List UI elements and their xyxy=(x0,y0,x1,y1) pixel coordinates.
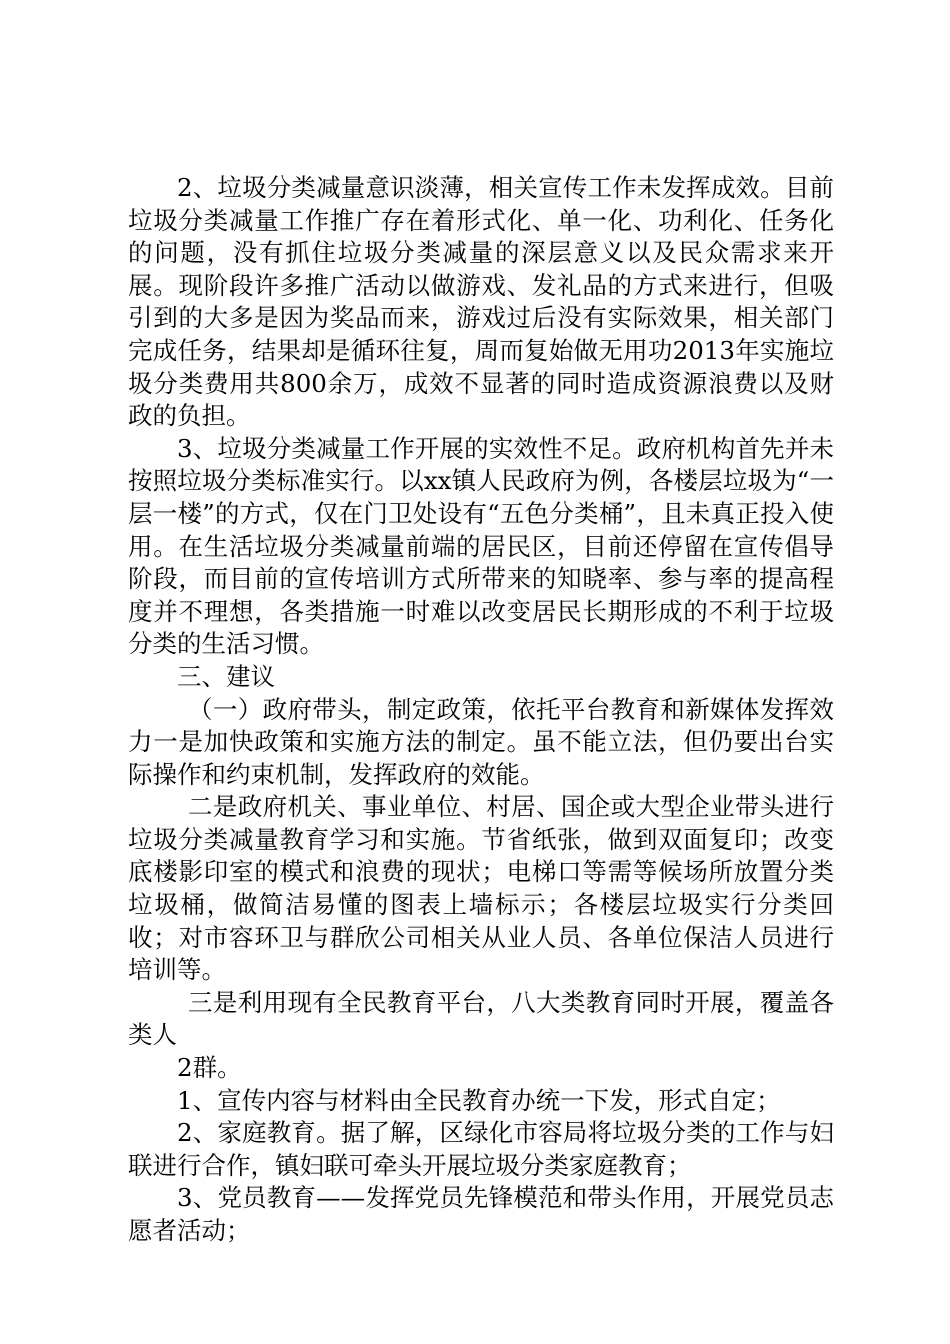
list-item-materials: 1、宣传内容与材料由全民教育办统一下发，形式自定； xyxy=(177,1085,781,1115)
document-body xyxy=(128,172,834,1248)
paragraph-education-platform: 三是利用现有全民教育平台，八大类教育同时开展，覆盖各类人 xyxy=(128,987,834,1050)
paragraph-government-lead: （一）政府带头，制定政策，依托平台教育和新媒体发挥效力一是加快政策和实施方法的制定。虽不能立法，但仍要出台实际操作和约束机制，发挥政府的效能。 xyxy=(128,694,834,789)
paragraph-effectiveness: 3、垃圾分类减量工作开展的实效性不足。政府机构首先并未按照垃圾分类标准实行。以xx镇人民政府为例，各楼层垃圾为“一层一楼”的方式，仅在门卫处设有“五色分类桶”，且未真正投入使用。在生活垃圾分类减量前端的居民区，目前还停留在宣传倡导阶段，而目前的宣传培训方式所带来的知晓率、参与率的提高程度并不理想，各类措施一时难以改变居民长期形成的不利于垃圾分类的生活习惯。 xyxy=(128,433,834,659)
paragraph-awareness: 2、垃圾分类减量意识淡薄，相关宣传工作未发挥成效。目前垃圾分类减量工作推广存在着形式化、单一化、功利化、任务化的问题，没有抓住垃圾分类减量的深层意义以及民众需求来开展。现阶段许多推广活动以做游戏、发礼品的方式来进行，但吸引到的大多是因为奖品而来，游戏过后没有实际效果，相关部门完成任务，结果却是循环往复，周而复始做无用功2013年实施垃圾分类费用共800余万，成效不显著的同时造成资源浪费以及财政的负担。 xyxy=(128,173,834,431)
list-item-family-education: 2、家庭教育。据了解，区绿化市容局将垃圾分类的工作与妇联进行合作，镇妇联可牵头开展垃圾分类家庭教育； xyxy=(128,1118,834,1180)
paragraph-groups: 2群。 xyxy=(177,1053,242,1083)
paragraph-institutions-lead: 二是政府机关、事业单位、村居、国企或大型企业带头进行垃圾分类减量教育学习和实施。节省纸张，做到双面复印；改变底楼影印室的模式和浪费的现状；电梯口等需等候场所放置分类垃圾桶，做简洁易懂的图表上墙标示；各楼层垃圾实行分类回收；对市容环卫与群欣公司相关从业人员、各单位保洁人员进行培训等。 xyxy=(128,792,834,985)
section-heading-suggestions: 三、建议 xyxy=(177,661,275,691)
list-item-party-education: 3、党员教育——发挥党员先锋模范和带头作用，开展党员志愿者活动； xyxy=(128,1183,834,1245)
